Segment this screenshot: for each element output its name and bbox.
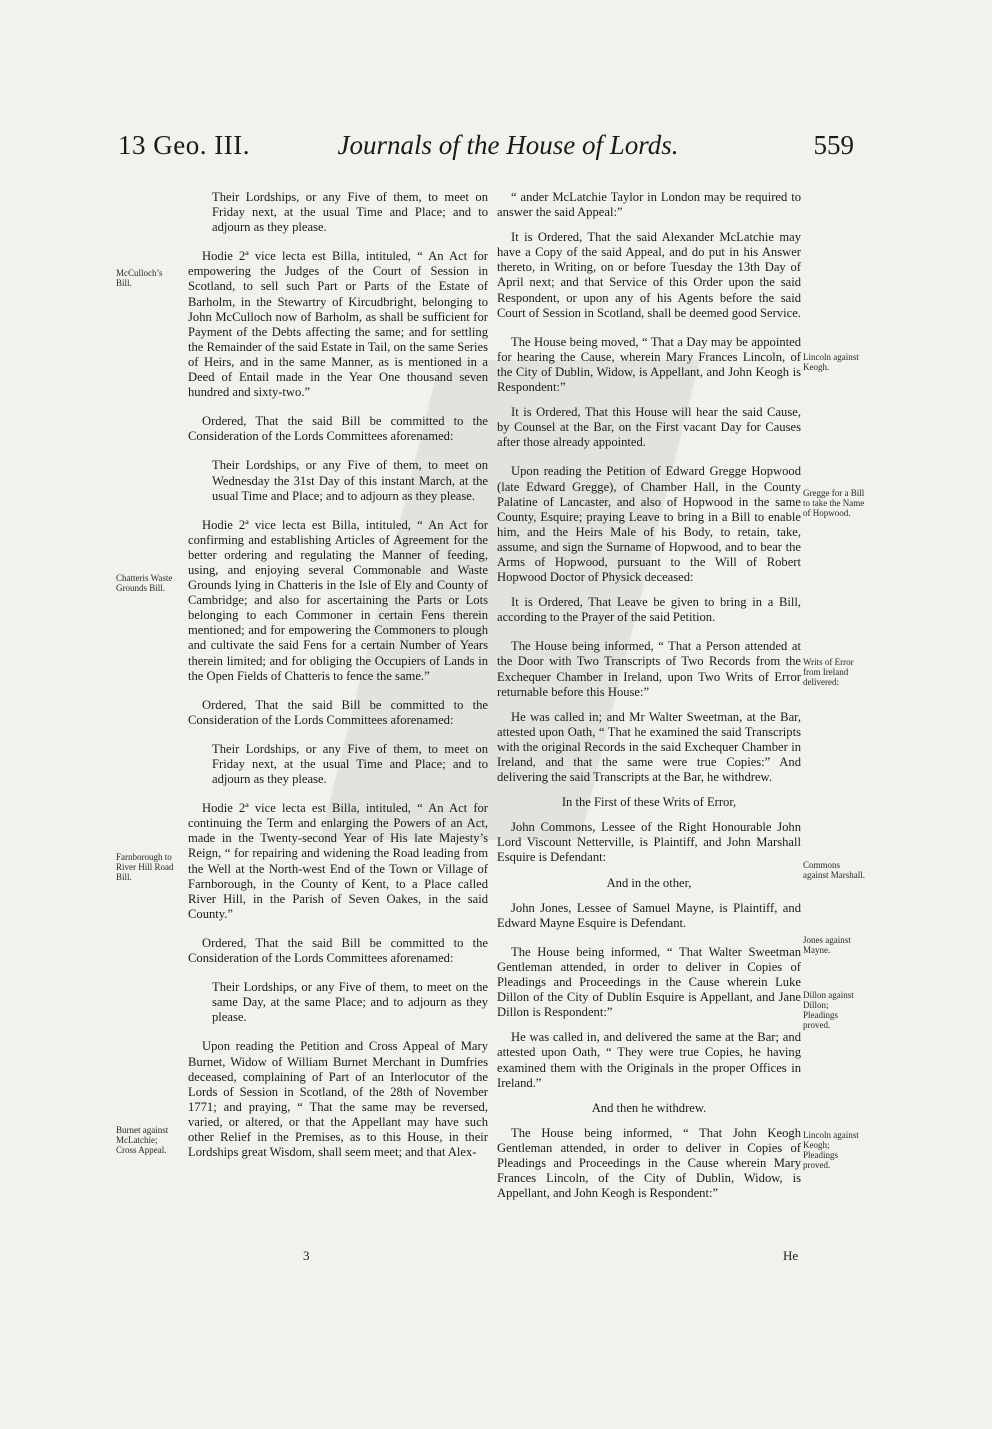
adjournment-paragraph: Their Lordships, or any Five of them, to meet on Wednesday the 31st Day of this instant March, at the usual Time and Place; and to adjourn as they please. [212,458,488,503]
continuation-paragraph: “ ander McLatchie Taylor in London may be required to answer the said Appeal:” [497,190,801,220]
margin-note: Jones against Mayne. [803,935,851,955]
section-heading: And then he withdrew. [591,1100,707,1115]
margin-note: Dillon against Dillon; Pleadings proved. [803,990,854,1030]
left-column [188,190,488,1174]
petition-paragraph: Upon reading the Petition of Edward Gregge Hopwood (late Edward Gregge), of Chamber Hall, in the County Palatine of Lancaster, and also of Hopwood in the same County, Esquire; praying Leave to bring in a Bill to enable him, and the Heirs Male of his Body, to retain, take, assume, and sign the Surname of Hopwood, and to bear the Arms of Hopwood, pursuant to the Will of Robert Hopwood Doctor of Physick deceased: [497,464,801,585]
margin-note: Lincoln against Keogh; Pleadings proved. [803,1130,859,1170]
testimony-paragraph: He was called in, and delivered the same at the Bar; and attested upon Oath, “ They were true Copies, he having examined them with the Originals in the proper Offices in Ireland.” [497,1030,801,1090]
motion-paragraph: The House being moved, “ That a Day may be appointed for hearing the Cause, wherein Mary Frances Lincoln, of the City of Dublin, Widow, is Appellant, and John Keogh is Respondent:” [497,334,801,395]
order-paragraph: It is Ordered, That this House will hear the said Cause, by Counsel at the Bar, on the First vacant Day for Causes after those already appointed. [497,405,801,450]
margin-note: Farnborough to River Hill Road Bill. [116,852,174,882]
margin-note: Lincoln against Keogh. [803,352,859,372]
order-paragraph: It is Ordered, That the said Alexander McLatchie may have a Copy of the said Appeal, and do put in his Answer thereto, in Writing, on or before Tuesday the 13th Day of April next; and that Service of this Order upon the said Respondent, or upon any of his Agents before the said Court of Session in Scotland, shall be deemed good Service. [497,230,801,320]
testimony-paragraph: He was called in; and Mr Walter Sweetman, at the Bar, attested upon Oath, “ That he examined the said Transcripts with the original Records in the said Exchequer Chamber in Ireland, and that the same were true Copies:” And delivering the said Transcripts at the Bar, he withdrew. [497,709,801,785]
motion-paragraph: The House being informed, “ That a Person attended at the Door with Two Transcripts of Two Records from the Exchequer Chamber in Ireland, upon Two Writs of Error returnable before this House:” [497,639,801,699]
margin-note: Chatteris Waste Grounds Bill. [116,573,173,593]
signature-mark: 3 [303,1248,310,1263]
regnal-year: 13 Geo. III. [118,130,250,160]
order-paragraph: Ordered, That the said Bill be committed to the Consideration of the Lords Committees aforenamed: [188,697,488,727]
bill-paragraph: Hodie 2ª vice lecta est Billa, intituled, “ An Act for empowering the Judges of the Court of Session in Scotland, to sell such Part or Parts of the Estate of Barholm, in the Stewartry of Kircudbright, belonging to John McCulloch now of Barholm, as shall be sufficient for Payment of the Debts affecting the same; and for settling the Remainder of the said Estate in Tail, on the same Series of Heirs, and in the same Manner, as is mentioned in a Deed of Entail made in the Year One thousand seven hundred and sixty-two.” [188,249,488,400]
margin-note: Gregge for a Bill to take the Name of Hopwood. [803,488,865,518]
journal-title: Journals of the House of Lords. [337,130,679,160]
adjournment-paragraph: Their Lordships, or any Five of them, to meet on the same Day, at the same Place; and to adjourn as they please. [212,980,488,1025]
adjournment-paragraph: Their Lordships, or any Five of them, to meet on Friday next, at the usual Time and Place; and to adjourn as they please. [212,741,488,787]
motion-paragraph: The House being informed, “ That Walter Sweetman Gentleman attended, in order to deliver in Copies of Pleadings and Proceedings in the Cause wherein Luke Dillon of the City of Dublin Esquire is Appellant, and Jane Dillon is Respondent:” [497,944,801,1020]
page-header [118,130,854,174]
parties-paragraph: John Commons, Lessee of the Right Honourable John Lord Viscount Netterville, is Plaintiff, and John Marshall Esquire is Defendant: [497,820,801,865]
margin-note: Commons against Marshall. [803,860,865,880]
section-heading: And in the other, [606,875,692,890]
bill-paragraph: Hodie 2ª vice lecta est Billa, intituled, “ An Act for confirming and establishing Articles of Agreement for the better ordering and regulating the Manner of feeding, using, and enjoying several Commonable and Waste Grounds lying in Chatteris in the Isle of Ely and County of Cambridge; and also for ascertaining the Parts or Lots belonging to each Commoner in certain Fens therein mentioned; and for empowering the Commoners to plough and cultivate the said Fens for a certain Number of Years therein limited; and for obliging the Occupiers of Lands in the Open Fields of Chatteris to fence the same.” [188,517,488,683]
motion-paragraph: The House being informed, “ That John Keogh Gentleman attended, in order to deliver in Copies of Pleadings and Proceedings in the Cause wherein Mary Frances Lincoln, of the City of Dublin, Widow, is Appellant, and John Keogh is Respondent:” [497,1125,801,1201]
right-column [497,190,801,1215]
order-paragraph: Ordered, That the said Bill be committed to the Consideration of the Lords Committees aforenamed: [188,935,488,966]
page-number: 559 [813,130,854,160]
parties-paragraph: John Jones, Lessee of Samuel Mayne, is Plaintiff, and Edward Mayne Esquire is Defendant. [497,900,801,930]
margin-note: McCulloch’s Bill. [116,268,163,288]
adjournment-paragraph: Their Lordships, or any Five of them, to meet on Friday next, at the usual Time and Place; and to adjourn as they please. [212,190,488,235]
order-paragraph: Ordered, That the said Bill be committed to the Consideration of the Lords Committees aforenamed: [188,414,488,444]
catchword: He [783,1248,799,1263]
section-heading: In the First of these Writs of Error, [561,795,737,810]
margin-note: Burnet against McLatchie; Cross Appeal. [116,1125,169,1155]
margin-note: Writs of Error from Ireland delivered: [803,657,854,687]
petition-paragraph: Upon reading the Petition and Cross Appeal of Mary Burnet, Widow of William Burnet Merchant in Dumfries deceased, complaining of Part of an Interlocutor of the Lords of Session in Scotland, of the 28th of November 1771; and praying, “ That the same may be reversed, varied, or altered, or that the Appellant may have such other Relief in the Premises, as to this House, in their Lordships great Wisdom, shall seem meet; and that Alex- [188,1039,488,1160]
order-paragraph: It is Ordered, That Leave be given to bring in a Bill, according to the Prayer of the said Petition. [497,595,801,625]
bill-paragraph: Hodie 2ª vice lecta est Billa, intituled, “ An Act for continuing the Term and enlarging the Powers of an Act, made in the Twenty-second Year of His late Majesty’s Reign, “ for repairing and widening the Road leading from the Well at the North-west End of the Town or Village of Farnborough, in the County of Kent, to a Place called River Hill, in the Parish of Seven Oakes, in the said County.” [188,801,488,921]
